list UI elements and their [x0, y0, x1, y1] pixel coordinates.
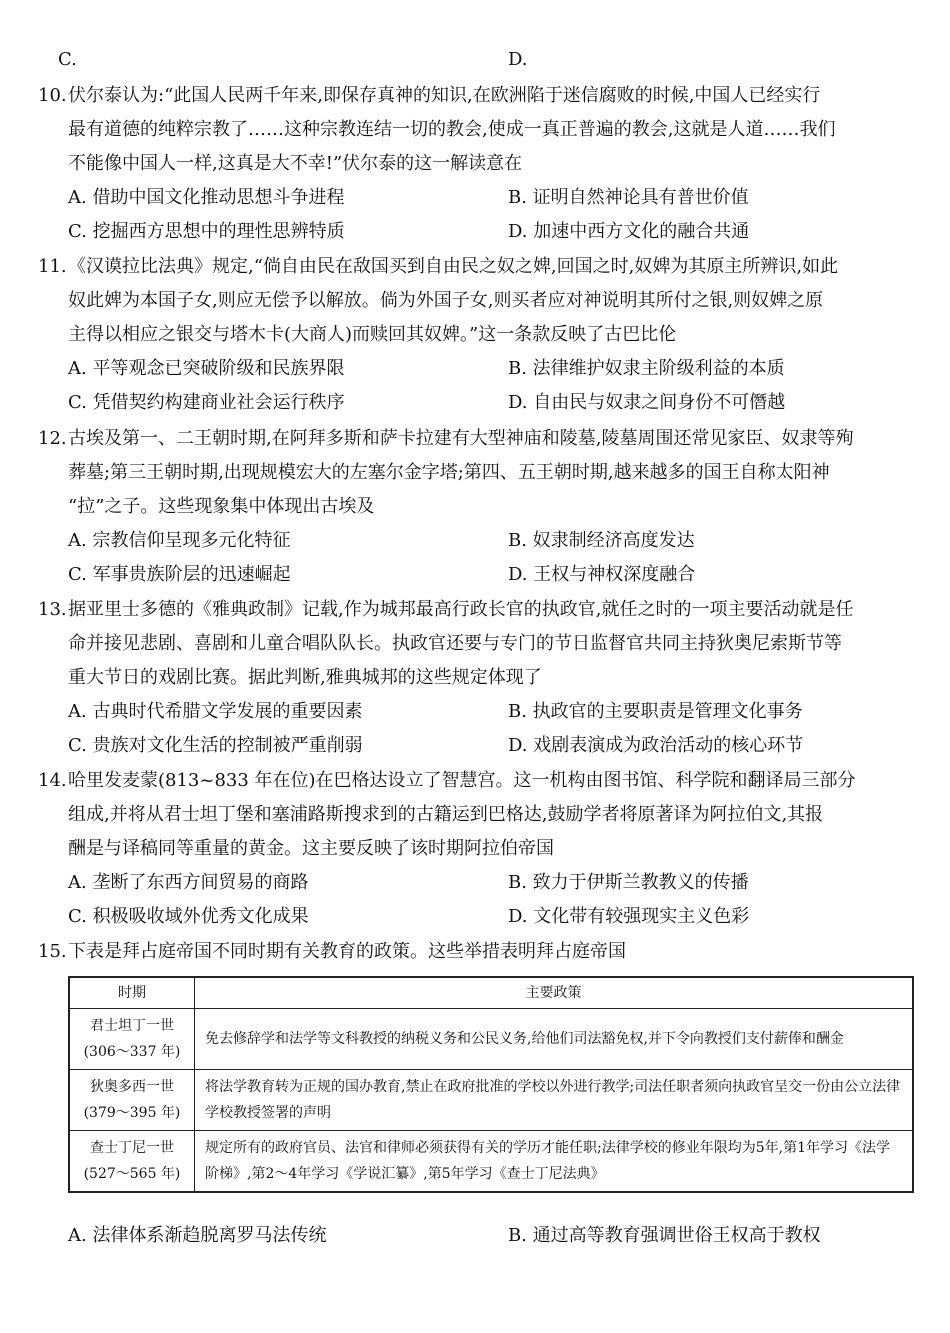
column-header-policy: 主要政策: [195, 977, 914, 1009]
question-text-line: 古埃及第一、二王朝时期,在阿拜多斯和萨卡拉建有大型神庙和陵墓,陵墓周围还常见家臣、奴隶等殉: [68, 428, 854, 449]
option-a: A. 平等观念已突破阶级和民族界限: [68, 358, 345, 379]
question-text-line: 奴此婢为本国子女,则应无偿予以解放。倘为外国子女,则买者应对神说明其所付之银,则奴婢之原: [68, 290, 824, 311]
period-cell: [69, 1131, 195, 1193]
question-text-line: 最有道德的纯粹宗教了……这种宗教连结一切的教会,使成一真正普遍的教会,这就是人道……我们: [68, 119, 836, 140]
question-text-line: “拉”之子。这些现象集中体现出古埃及: [68, 496, 375, 517]
question-number: 10.: [38, 85, 67, 106]
question-number: 15.: [38, 941, 67, 962]
question-number: 13.: [38, 599, 67, 620]
option-a: A. 垄断了东西方间贸易的商路: [68, 872, 309, 893]
prev-option-c: C.: [58, 49, 77, 70]
question-text-line: 酬是与译稿同等重量的黄金。这主要反映了该时期阿拉伯帝国: [68, 838, 554, 859]
option-c: C. 贵族对文化生活的控制被严重削弱: [68, 735, 363, 756]
table-header-row: [69, 977, 913, 1009]
option-d: D. 文化带有较强现实主义色彩: [508, 906, 750, 927]
ruler-name: 查士丁尼一世: [90, 1140, 174, 1156]
question-text-line: 据亚里士多德的《雅典政制》记载,作为城邦最高行政长官的执政官,就任之时的一项主要活动就是任: [68, 599, 854, 620]
reign-years: (527～565 年): [83, 1166, 181, 1182]
option-b: B. 法律维护奴隶主阶级利益的本质: [508, 358, 785, 379]
question-number: 11.: [38, 256, 67, 277]
reign-years: (306～337 年): [83, 1044, 181, 1060]
option-d: D. 加速中西方文化的融合共通: [508, 221, 750, 242]
option-b: B. 执政官的主要职责是管理文化事务: [508, 701, 803, 722]
period-cell: [69, 1070, 195, 1131]
table-row: [69, 1009, 913, 1070]
option-b: B. 通过高等教育强调世俗王权高于教权: [508, 1225, 821, 1246]
table-row: [69, 1070, 913, 1131]
question-text-line: 哈里发麦蒙(813~833 年在位)在巴格达设立了智慧宫。这一机构由图书馆、科学院和翻译局三部分: [68, 770, 856, 791]
option-c: C. 凭借契约构建商业社会运行秩序: [68, 392, 345, 413]
option-b: B. 奴隶制经济高度发达: [508, 530, 695, 551]
option-d: D. 自由民与奴隶之间身份不可僭越: [508, 392, 786, 413]
question-text-line: 重大节日的戏剧比赛。据此判断,雅典城邦的这些规定体现了: [68, 667, 542, 688]
option-d: D. 戏剧表演成为政治活动的核心环节: [508, 735, 804, 756]
question-number: 14.: [38, 770, 67, 791]
option-b: B. 证明自然神论具有普世价值: [508, 187, 749, 208]
table-row: [69, 1131, 913, 1193]
prev-option-d: D.: [508, 49, 528, 70]
question-text-line: 命并接见悲剧、喜剧和儿童合唱队队长。执政官还要与专门的节日监督官共同主持狄奥尼索斯节等: [68, 633, 842, 654]
policy-cell: 规定所有的政府官员、法官和律师必须获得有关的学历才能任职;法律学校的修业年限均为5年,第1年学习《法学阶梯》,第2～4年学习《学说汇纂》,第5年学习《查士丁尼法典》: [195, 1131, 914, 1193]
question-text-line: 下表是拜占庭帝国不同时期有关教育的政策。这些举措表明拜占庭帝国: [68, 941, 626, 962]
option-a: A. 借助中国文化推动思想斗争进程: [68, 187, 345, 208]
question-text-line: 不能像中国人一样,这真是大不幸!”伏尔泰的这一解读意在: [68, 153, 523, 174]
question-number: 12.: [38, 428, 67, 449]
question-text-line: 组成,并将从君士坦丁堡和塞浦路斯搜求到的古籍运到巴格达,鼓励学者将原著译为阿拉伯文,其报: [68, 804, 824, 825]
question-text-line: 伏尔泰认为:“此国人民两千年来,即保存真神的知识,在欧洲陷于迷信腐败的时候,中国人已经实行: [68, 85, 821, 106]
question-text-line: 主得以相应之银交与塔木卡(大商人)而赎回其奴婢。”这一条款反映了古巴比伦: [68, 324, 677, 345]
option-c: C. 军事贵族阶层的迅速崛起: [68, 564, 291, 585]
option-c: C. 积极吸收域外优秀文化成果: [68, 906, 309, 927]
option-a: A. 法律体系渐趋脱离罗马法传统: [68, 1225, 327, 1246]
reign-years: (379～395 年): [83, 1105, 181, 1121]
option-a: A. 宗教信仰呈现多元化特征: [68, 530, 291, 551]
option-b: B. 致力于伊斯兰教教义的传播: [508, 872, 749, 893]
option-c: C. 挖掘西方思想中的理性思辨特质: [68, 221, 345, 242]
option-a: A. 古典时代希腊文学发展的重要因素: [68, 701, 363, 722]
ruler-name: 狄奥多西一世: [90, 1079, 174, 1095]
byzantine-education-policy-table: [68, 976, 914, 1193]
ruler-name: 君士坦丁一世: [90, 1018, 174, 1034]
option-d: D. 王权与神权深度融合: [508, 564, 696, 585]
policy-cell: 免去修辞学和法学等文科教授的纳税义务和公民义务,给他们司法豁免权,并下令向教授们支付薪俸和酬金: [195, 1009, 914, 1070]
policy-cell: 将法学教育转为正规的国办教育,禁止在政府批准的学校以外进行教学;司法任职者须向执政官呈交一份由公立法律学校教授签署的声明: [195, 1070, 914, 1131]
column-header-period: 时期: [69, 977, 195, 1009]
question-text-line: 《汉谟拉比法典》规定,“倘自由民在敌国买到自由民之奴之婢,回国之时,奴婢为其原主所辨识,如此: [68, 256, 839, 277]
period-cell: [69, 1009, 195, 1070]
question-text-line: 葬墓;第三王朝时期,出现规模宏大的左塞尔金字塔;第四、五王朝时期,越来越多的国王自称太阳神: [68, 462, 830, 483]
